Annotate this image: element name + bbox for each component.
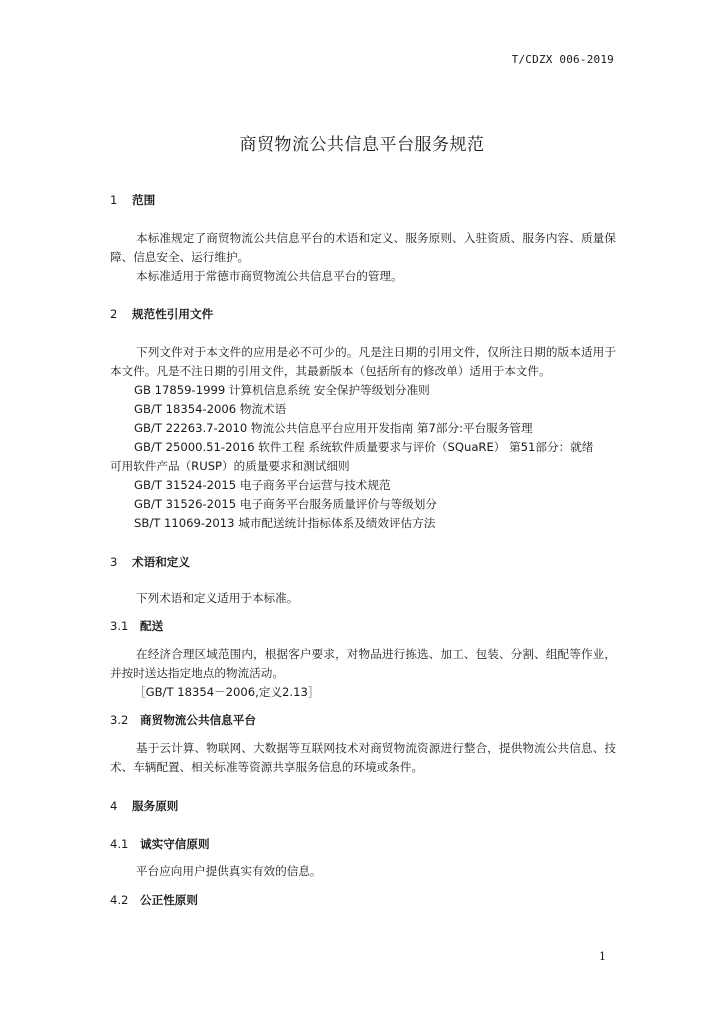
section-4-heading bbox=[110, 797, 616, 816]
section-3-2-heading bbox=[110, 711, 616, 730]
section-title: 诚实守信原则 bbox=[140, 837, 210, 851]
reference-item-continuation: 可用软件产品（RUSP）的质量要求和测试细则 bbox=[110, 459, 350, 473]
section-title: 服务原则 bbox=[132, 799, 179, 813]
section-number: 3.2 bbox=[110, 713, 129, 727]
section-3-1-heading bbox=[110, 617, 616, 636]
reference-item: GB/T 31526-2015 电子商务平台服务质量评价与等级划分 bbox=[134, 497, 437, 511]
section-4-1-paragraph: 平台应向用户提供真实有效的信息。 bbox=[136, 864, 322, 878]
page-number: 1 bbox=[599, 950, 606, 963]
document-title: 商贸物流公共信息平台服务规范 bbox=[239, 135, 485, 155]
section-title: 商贸物流公共信息平台 bbox=[140, 713, 256, 727]
reference-item: SB/T 11069-2013 城市配送统计指标体系及绩效评估方法 bbox=[134, 516, 436, 530]
section-3-heading bbox=[110, 553, 616, 572]
reference-item: GB/T 31524-2015 电子商务平台运营与技术规范 bbox=[134, 478, 391, 492]
section-3-2-paragraph: 基于云计算、物联网、大数据等互联网技术对商贸物流资源进行整合，提供物流公共信息、技术、车辆配置、相关标准等资源共享服务信息的环境或条件。 bbox=[110, 741, 616, 774]
reference-item: GB/T 25000.51-2016 软件工程 系统软件质量要求与评价（SQuaRE） 第51部分：就绪 bbox=[134, 440, 594, 454]
section-number: 4 bbox=[110, 799, 118, 813]
section-number: 4.1 bbox=[110, 837, 129, 851]
section-1-paragraph-2: 本标准适用于常德市商贸物流公共信息平台的管理。 bbox=[136, 269, 403, 283]
section-4-1-heading bbox=[110, 835, 616, 854]
section-number: 4.2 bbox=[110, 893, 129, 907]
section-title: 公正性原则 bbox=[140, 893, 198, 907]
section-2-intro: 下列文件对于本文件的应用是必不可少的。凡是注日期的引用文件，仅所注日期的版本适用于本文件。凡是不注日期的引用文件，其最新版本（包括所有的修改单）适用于本文件。 bbox=[110, 345, 616, 378]
section-number: 3 bbox=[110, 555, 118, 569]
section-title: 配送 bbox=[140, 619, 164, 633]
section-number: 2 bbox=[110, 307, 118, 321]
section-3-1-paragraph: 在经济合理区域范围内，根据客户要求，对物品进行拣选、加工、包装、分割、组配等作业，并按时送达指定地点的物流活动。 bbox=[110, 647, 616, 680]
section-1-heading bbox=[110, 191, 616, 210]
section-number: 3.1 bbox=[110, 619, 129, 633]
section-3-1-source: ［GB/T 18354－2006,定义2.13］ bbox=[134, 685, 320, 699]
section-title: 规范性引用文件 bbox=[132, 307, 214, 321]
reference-item: GB 17859-1999 计算机信息系统 安全保护等级划分准则 bbox=[134, 383, 430, 397]
section-4-2-heading bbox=[110, 891, 616, 910]
section-3-intro: 下列术语和定义适用于本标准。 bbox=[136, 591, 299, 605]
standard-code: T/CDZX 006-2019 bbox=[511, 53, 614, 66]
section-2-heading bbox=[110, 305, 616, 324]
section-title: 术语和定义 bbox=[132, 555, 190, 569]
section-title: 范围 bbox=[132, 193, 156, 207]
section-1-paragraph-1: 本标准规定了商贸物流公共信息平台的术语和定义、服务原则、入驻资质、服务内容、质量保障、信息安全、运行维护。 bbox=[110, 231, 616, 264]
reference-item: GB/T 22263.7-2010 物流公共信息平台应用开发指南 第7部分:平台服务管理 bbox=[134, 421, 533, 435]
reference-item: GB/T 18354-2006 物流术语 bbox=[134, 402, 287, 416]
section-number: 1 bbox=[110, 193, 118, 207]
